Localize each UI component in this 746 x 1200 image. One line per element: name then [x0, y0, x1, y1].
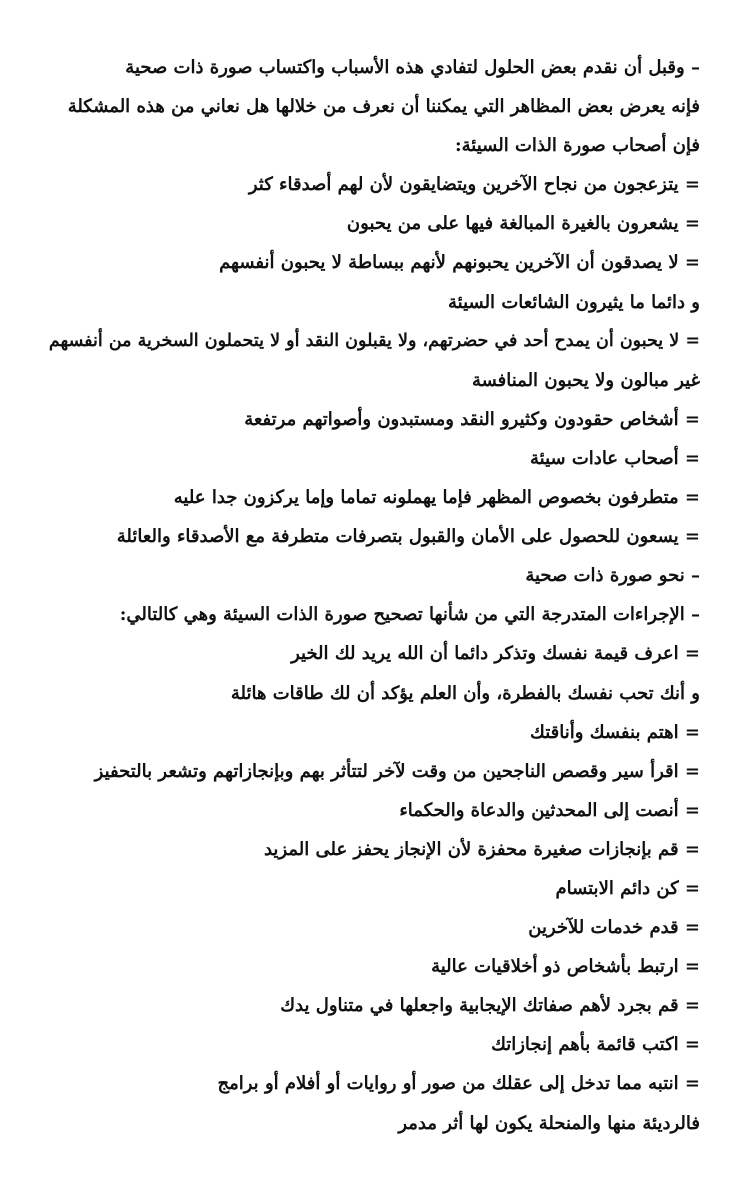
text-line: – وقبل أن نقدم بعض الحلول لتفادي هذه الأسباب واكتساب صورة ذات صحية: [125, 57, 700, 78]
text-line: و دائما ما يثيرون الشائعات السيئة: [448, 291, 700, 313]
text-line: = اقرأ سير وقصص الناجحين من وقت لآخر لتتأثر بهم وبإنجازاتهم وتشعر بالتحفيز: [94, 760, 700, 782]
text-line: = قم بجرد لأهم صفاتك الإيجابية واجعلها في متناول يدك: [280, 995, 700, 1017]
text-line: = قم بإنجازات صغيرة محفزة لأن الإنجاز يحفز على المزيد: [263, 838, 700, 860]
text-line: = يتزعجون من نجاح الآخرين ويتضايقون لأن لهم أصدقاء كثر: [248, 174, 700, 196]
text-line: = يشعرون بالغيرة المبالغة فيها على من يحبون: [346, 213, 700, 235]
text-line: فإنه يعرض بعض المظاهر التي يمكننا أن نعرف من خلالها هل نعاني من هذه المشكلة: [67, 96, 700, 118]
text-line: = يسعون للحصول على الأمان والقبول بتصرفات متطرفة مع الأصدقاء والعائلة: [116, 526, 700, 548]
text-line: = اكتب قائمة بأهم إنجازاتك: [491, 1034, 700, 1056]
text-line: = متطرفون بخصوص المظهر فإما يهملونه تماما وإما يركزون جدا عليه: [173, 487, 700, 509]
text-line: و أنك تحب نفسك بالفطرة، وأن العلم يؤكد أن لك طاقات هائلة: [230, 682, 700, 704]
text-line: غير مبالون ولا يحبون المنافسة: [471, 369, 700, 391]
text-line: = لا يصدقون أن الآخرين يحبونهم لأنهم ببساطة لا يحبون أنفسهم: [219, 252, 700, 274]
text-line: = لا يحبون أن يمدح أحد في حضرتهم، ولا يقبلون النقد أو لا يتحملون السخرية من أنفسهم: [48, 330, 700, 351]
text-line: = أنصت إلى المحدثين والدعاة والحكماء: [399, 799, 700, 821]
text-line: = أشخاص حقودون وكثيرو النقد ومستبدون وأصواتهم مرتفعة: [244, 408, 700, 430]
text-line: – نحو صورة ذات صحية: [525, 565, 700, 587]
text-line: فإن أصحاب صورة الذات السيئة:: [455, 135, 700, 157]
text-line: فالرديئة منها والمنحلة يكون لها أثر مدمر: [398, 1112, 700, 1134]
text-line: = كن دائم الابتسام: [555, 877, 700, 899]
text-line: = أصحاب عادات سيئة: [530, 447, 700, 469]
text-line: – الإجراءات المتدرجة التي من شأنها تصحيح صورة الذات السيئة وهي كالتالي:: [119, 604, 700, 626]
text-line: = انتبه مما تدخل إلى عقلك من صور أو روايات أو أفلام أو برامج: [217, 1073, 700, 1095]
text-line: = اهتم بنفسك وأناقتك: [530, 721, 700, 743]
text-line: = اعرف قيمة نفسك وتذكر دائما أن الله يريد لك الخير: [291, 643, 700, 665]
text-line: = قدم خدمات للآخرين: [528, 917, 700, 939]
text-line: = ارتبط بأشخاص ذو أخلاقيات عالية: [431, 956, 700, 978]
